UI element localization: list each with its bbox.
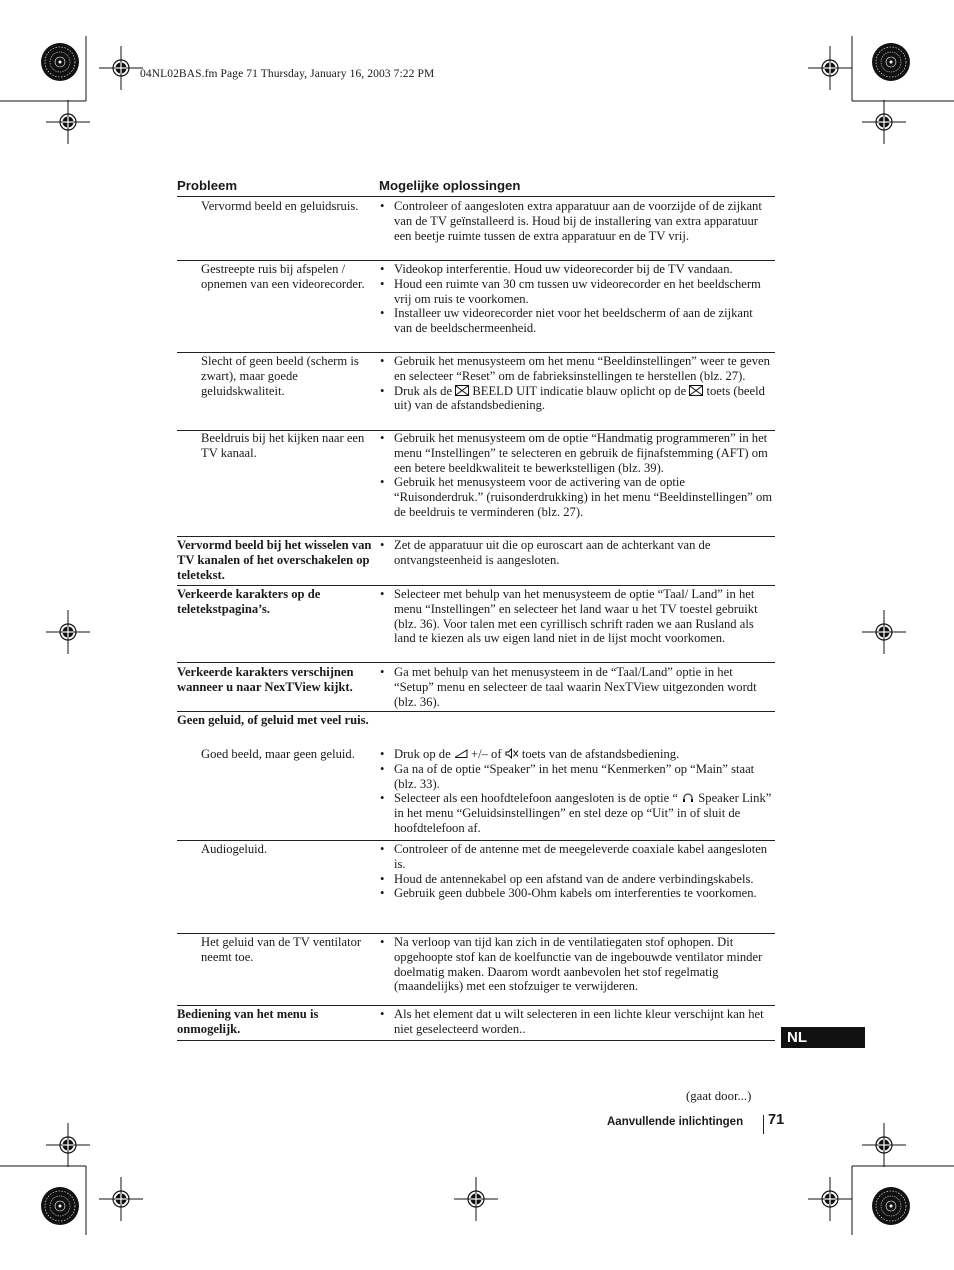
solution-cell	[379, 665, 773, 709]
solution-item: • Na verloop van tijd kan zich in de ventilatiegaten stof ophopen. Dit opgehoopte stof kan de koelfunctie van de ingebouwde ventilator minder doelmatig maken. Daarom wordt aanbevolen het stof regelmatig (maandelijks) met een stofzuiger te verwijderen.	[379, 935, 773, 994]
solution-text: Druk op de	[394, 747, 451, 761]
solution-text: Speaker Link” in het menu “Geluidsinstellingen” en stel deze op “Uit” in of sluit de hoofdtelefoon af.	[394, 791, 772, 835]
volume-icon	[454, 748, 468, 759]
row-divider	[177, 196, 775, 197]
solution-cell	[379, 747, 773, 836]
picture-off-icon	[689, 385, 703, 396]
solution-cell	[379, 354, 773, 413]
solution-cell	[379, 1007, 773, 1037]
solution-cell	[379, 538, 773, 568]
solution-item: • Gebruik geen dubbele 300-Ohm kabels om interferenties te voorkomen.	[379, 886, 773, 901]
solution-item: • Zet de apparatuur uit die op euroscart aan de achterkant van de ontvangsteenheid is aangesloten.	[379, 538, 773, 568]
problem-cell: Beeldruis bij het kijken naar een TV kanaal.	[201, 431, 365, 460]
solution-item: • Als het element dat u wilt selecteren in een lichte kleur verschijnt kan het niet geselecteerd worden..	[379, 1007, 773, 1037]
solution-item: • Controleer of aangesloten extra apparatuur aan de voorzijde of de zijkant van de TV geïnstalleerd is. Houd bij de installering van extra apparatuur een beetje ruimte tussen de extra apparatuur en de TV vrij.	[379, 199, 773, 243]
solution-item: • Controleer of de antenne met de meegeleverde coaxiale kabel aangesloten is.	[379, 842, 773, 872]
solution-text: BEELD UIT indicatie blauw oplicht op de	[472, 383, 687, 398]
solution-text: toets van de afstandsbediening.	[521, 747, 680, 761]
row-divider	[177, 840, 775, 841]
solution-text: toets (beeld uit) van de afstandsbediening.	[394, 383, 765, 413]
problem-cell: Gestreepte ruis bij afspelen / opnemen van een videorecorder.	[201, 262, 365, 291]
row-divider	[177, 1005, 775, 1006]
continued-note: (gaat door...)	[686, 1089, 752, 1103]
language-tab: NL	[781, 1027, 865, 1048]
solution-item: • Selecteer met behulp van het menusysteem de optie “Taal/ Land” in het menu “Instellingen” en selecteer het land waar u het TV toestel gebruikt (blz. 36). Voor talen met een cyrillisch schrift raden we aan Rusland als land te kiezen als uw eigen land niet in de lijst mocht voorkomen.	[379, 587, 773, 646]
footer-section-title: Aanvullende inlichtingen	[607, 1116, 744, 1128]
solution-item: • Installeer uw videorecorder niet voor het beeldscherm of aan de zijkant van de beeldschermeenheid.	[379, 306, 773, 336]
file-info: 04NL02BAS.fm Page 71 Thursday, January 16, 2003 7:22 PM	[140, 68, 435, 80]
problem-cell: Vervormd beeld en geluidsruis.	[201, 199, 359, 213]
row-divider	[177, 662, 775, 663]
solutions-column-header: Mogelijke oplossingen	[379, 178, 521, 193]
solution-cell	[379, 842, 773, 901]
solution-cell	[379, 199, 773, 243]
row-divider	[177, 1040, 775, 1041]
solution-item: • Gebruik het menusysteem om het menu “Beeldinstellingen” weer te geven en selecteer “Reset” om de fabrieksinstellingen te herstellen (blz. 27).	[379, 354, 773, 384]
row-divider	[177, 260, 775, 261]
solution-text: Druk als de	[394, 383, 453, 398]
problem-group-heading: Geen geluid, of geluid met veel ruis.	[177, 713, 369, 727]
solution-item	[379, 747, 773, 762]
solution-item: • Houd een ruimte van 30 cm tussen uw videorecorder en het beeldscherm vrij om ruis te voorkomen.	[379, 277, 773, 307]
row-divider	[177, 352, 775, 353]
row-divider	[177, 585, 775, 586]
solution-item: • Gebruik het menusysteem voor de activering van de optie “Ruisonderdruk.” (ruisonderdrukking) in het menu “Beeldinstellingen” om de beeldruis te verminderen (blz. 27).	[379, 475, 773, 519]
solution-text: +/– of	[470, 747, 502, 761]
solution-item: • Ga met behulp van het menusysteem in de “Taal/Land” optie in het “Setup” menu en selecteer de taal waarin NexTView uitgezonden wordt (blz. 36).	[379, 665, 773, 709]
solution-item: • Ga na of de optie “Speaker” in het menu “Kenmerken” op “Main” staat (blz. 33).	[379, 762, 773, 792]
solution-text: Selecteer als een hoofdtelefoon aangesloten is de optie “	[394, 791, 678, 806]
mute-icon	[505, 748, 519, 759]
picture-off-icon	[455, 385, 469, 396]
footer-divider	[763, 1115, 764, 1134]
problem-cell: Vervormd beeld bij het wisselen van TV kanalen of het overschakelen op teletekst.	[177, 538, 372, 582]
problem-column-header: Probleem	[177, 178, 238, 193]
problem-cell: Audiogeluid.	[201, 842, 268, 856]
problem-cell: Goed beeld, maar geen geluid.	[201, 747, 355, 761]
problem-cell: Slecht of geen beeld (scherm is zwart), maar goede geluidskwaliteit.	[201, 354, 359, 398]
headphones-icon	[681, 792, 695, 803]
solution-item	[379, 384, 773, 414]
problem-cell: Bediening van het menu is onmogelijk.	[177, 1007, 319, 1036]
solution-cell	[379, 935, 773, 994]
solution-cell	[379, 431, 773, 520]
solution-item: • Gebruik het menusysteem om de optie “Handmatig programmeren” in het menu “Instellingen” te selecteren en gebruik de fijnafstemming (AFT) om een betere beeldkwaliteit te bewerkstelligen (blz. 39).	[379, 431, 773, 475]
solution-item	[379, 791, 773, 835]
solution-cell	[379, 587, 773, 646]
solution-item: • Videokop interferentie. Houd uw videorecorder bij de TV vandaan.	[379, 262, 773, 277]
row-divider	[177, 536, 775, 537]
row-divider	[177, 933, 775, 934]
problem-cell: Verkeerde karakters op de teletekstpagina’s.	[177, 587, 321, 616]
page-number: 71	[768, 1112, 785, 1128]
solution-item: • Houd de antennekabel op een afstand van de andere verbindingskabels.	[379, 872, 773, 887]
row-divider	[177, 711, 775, 712]
solution-cell	[379, 262, 773, 336]
problem-cell: Het geluid van de TV ventilator neemt toe.	[201, 935, 362, 964]
problem-cell: Verkeerde karakters verschijnen wanneer u naar NexTView kijkt.	[177, 665, 354, 694]
